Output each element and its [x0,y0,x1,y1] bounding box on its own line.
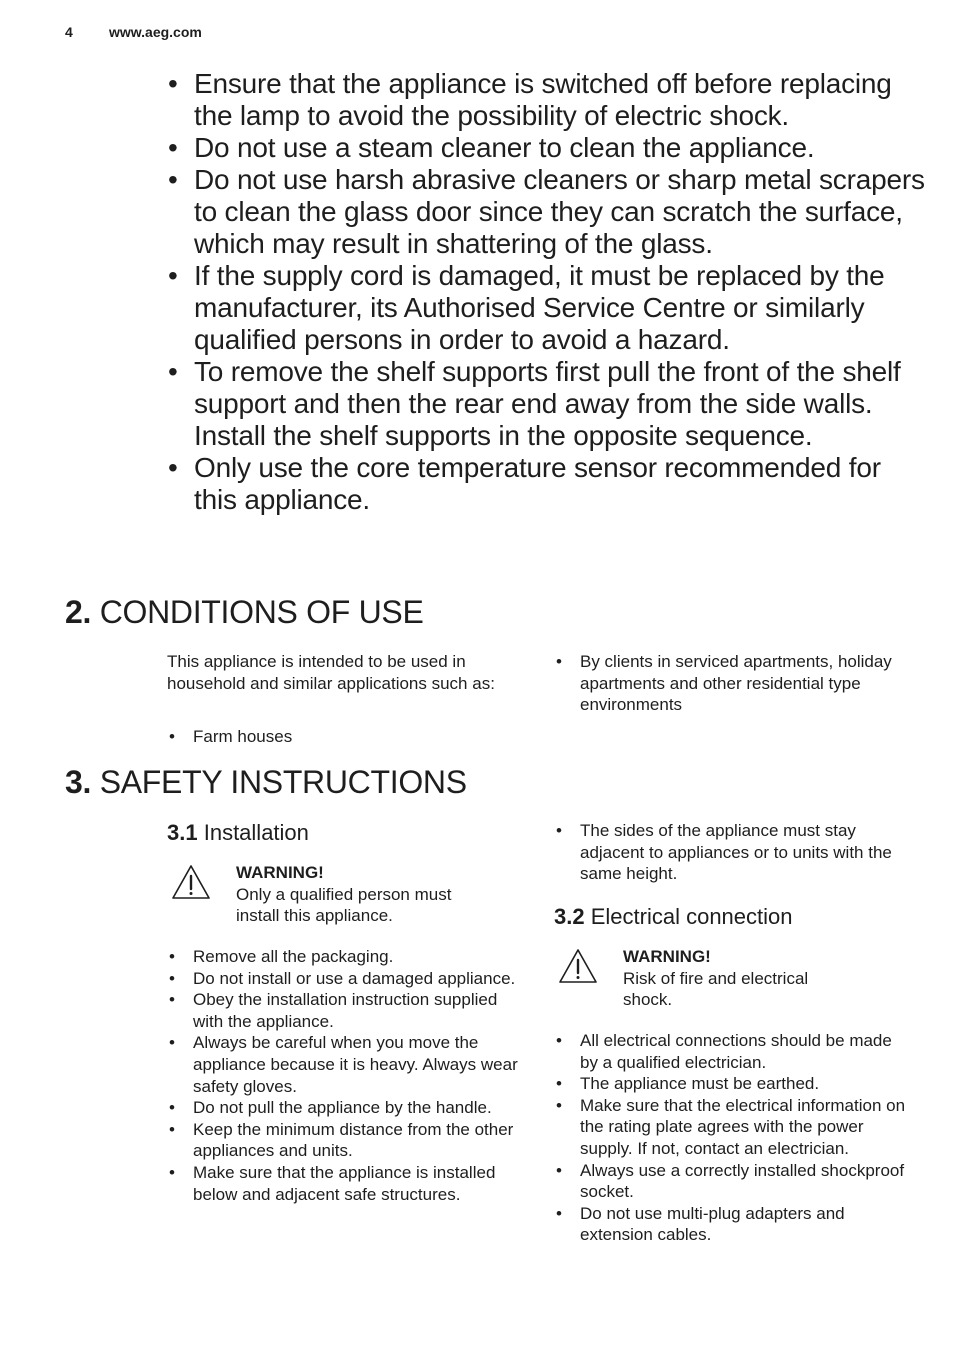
section-number: 3. [65,764,92,800]
list-item: • Make sure that the electrical information on the rating plate agrees with the power supply. If not, contact an electrician. [556,1095,906,1158]
subsection-number: 3.2 [554,904,585,929]
warning-triangle-icon [557,946,599,986]
electrical-list [554,1030,914,1246]
section-title: SAFETY INSTRUCTIONS [99,764,467,800]
list-item: • Ensure that the appliance is switched off before replacing the lamp to avoid the possibility of electric shock. [168,68,892,131]
bullet-icon: • [168,260,178,291]
list-item: • Remove all the packaging. [169,947,394,966]
list-item: • If the supply cord is damaged, it must be replaced by the manufacturer, its Authorised Service Centre or similarly qualified persons in order to avoid a hazard. [168,260,885,355]
list-item: • Only use the core temperature sensor recommended for this appliance. [168,452,881,515]
bullet-icon: • [556,1160,562,1180]
bullet-icon: • [169,1098,175,1118]
bullet-icon: • [169,990,175,1010]
bullet-icon: • [169,1162,175,1182]
section-2-heading [65,592,424,632]
bullet-icon: • [556,652,562,671]
list-item: • Do not use harsh abrasive cleaners or sharp metal scrapers to clean the glass door since they can scratch the surface, which may result in shattering of the glass. [168,164,925,259]
list-item: • The sides of the appliance must stay adjacent to appliances or to units with the same height. [556,821,892,884]
list-item: • All electrical connections should be made by a qualified electrician. [556,1031,892,1072]
installation-list [167,946,519,1205]
bullet-icon: • [556,1031,562,1050]
list-item: • Obey the installation instruction supplied with the appliance. [169,990,498,1031]
bullet-icon: • [169,968,175,988]
bullet-icon: • [168,132,178,163]
list-item: • By clients in serviced apartments, holiday apartments and other residential type environments [556,652,892,715]
subsection-title: Electrical connection [590,904,793,929]
safety-bullets-list [166,68,926,516]
bullet-icon: • [168,452,178,483]
bullet-icon: • [168,356,178,387]
conditions-left-list [167,726,517,748]
warning-text: Risk of fire and electrical shock. [623,968,809,1010]
bullet-icon: • [556,1074,562,1094]
list-item: • Do not use multi-plug adapters and extension cables. [556,1203,845,1245]
list-item: • Make sure that the appliance is installed below and adjacent safe structures. [169,1162,496,1204]
list-item: • Do not pull the appliance by the handle. [169,1098,492,1118]
bullet-icon: • [168,164,178,195]
list-item: • Do not use a steam cleaner to clean the appliance. [168,132,815,163]
subsection-title: Installation [203,820,309,845]
section-3-heading [65,762,467,802]
warning-title: WARNING! [623,947,711,966]
bullet-icon: • [556,1095,562,1115]
installation-continued-list [554,820,910,885]
subsection-number: 3.1 [167,820,198,845]
bullet-icon: • [556,821,562,840]
bullet-icon: • [168,68,178,99]
website-link[interactable]: www.aeg.com [109,24,202,40]
warning-text: Only a qualified person must install this appliance. [236,884,452,926]
conditions-intro: This appliance is intended to be used in household and similar applications such as: [167,652,495,693]
subsection-3-2-heading [554,903,793,931]
list-item: • To remove the shelf supports first pull the front of the shelf support and then the rear end away from the side walls. Install the shelf supports in the opposite sequence. [168,356,901,451]
warning-title: WARNING! [236,863,324,882]
warning-triangle-icon [170,862,212,902]
bullet-icon: • [169,727,175,746]
list-item: • Always be careful when you move the appliance because it is heavy. Always wear safety gloves. [169,1033,518,1096]
bullet-icon: • [169,1033,175,1053]
list-item: • Do not install or use a damaged appliance. [169,968,516,988]
conditions-right-list [554,651,904,716]
list-item: • Always use a correctly installed shockproof socket. [556,1160,905,1202]
list-item: • Farm houses [169,727,293,746]
section-title: CONDITIONS OF USE [99,594,424,630]
bullet-icon: • [169,947,175,966]
bullet-icon: • [169,1119,175,1139]
bullet-icon: • [556,1203,562,1223]
subsection-3-1-heading [167,819,309,847]
list-item: • The appliance must be earthed. [556,1074,820,1094]
page-number: 4 [65,24,73,40]
section-number: 2. [65,594,92,630]
list-item: • Keep the minimum distance from the other appliances and units. [169,1119,514,1161]
